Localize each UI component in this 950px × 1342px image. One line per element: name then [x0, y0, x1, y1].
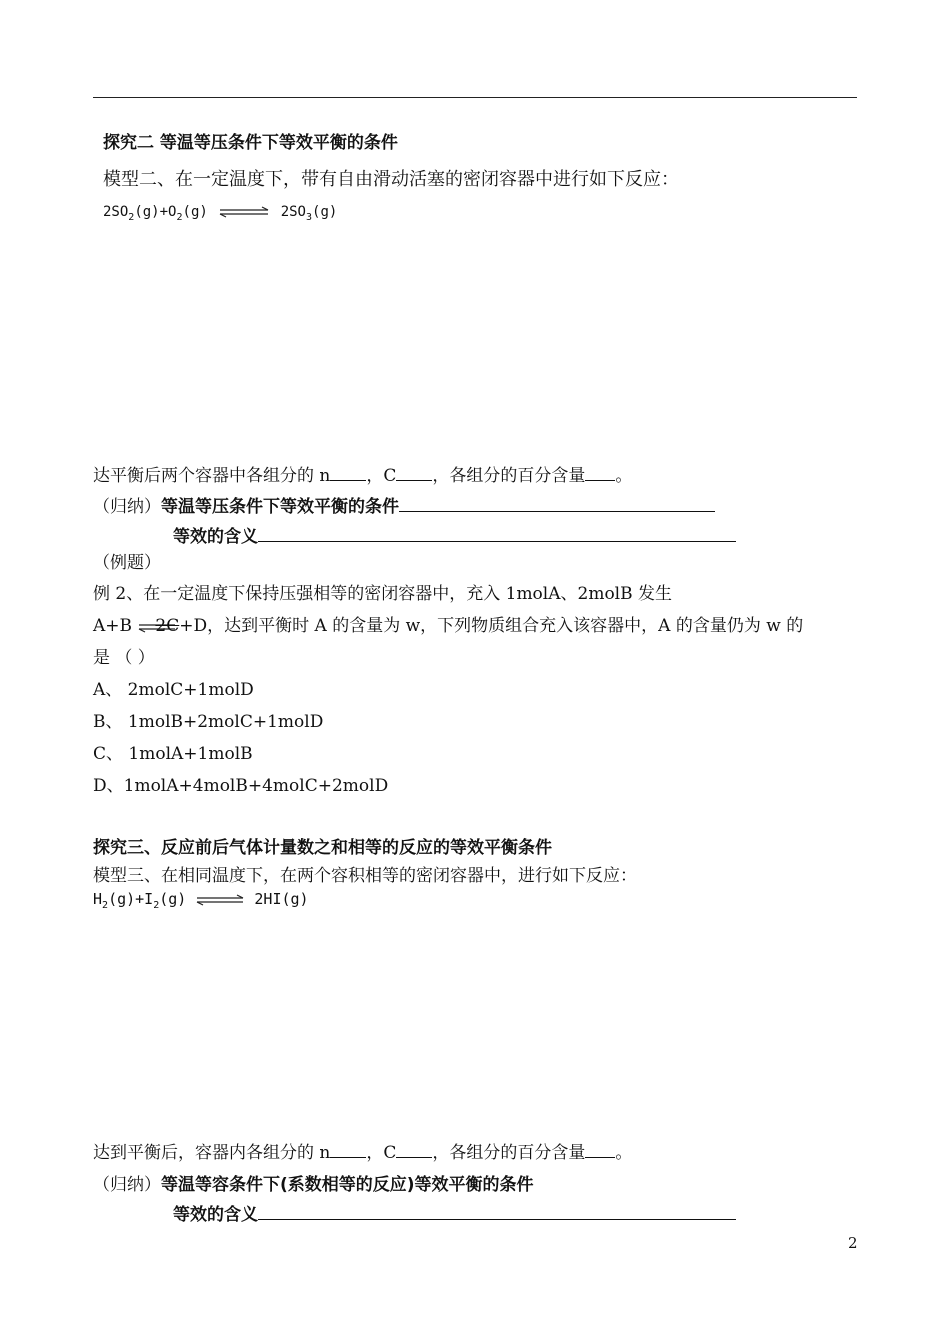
option-b[interactable]: B、 1molB+2molC+1molD [93, 712, 324, 732]
section3-meaning: 等效的含义 [173, 1200, 736, 1225]
section3-model: 模型三、在相同温度下，在两个容积相等的密闭容器中，进行如下反应： [93, 866, 637, 886]
blank-c[interactable] [396, 463, 432, 481]
blank-n[interactable] [330, 1140, 366, 1158]
blank-c[interactable] [396, 1140, 432, 1158]
example-line2: A+B 2C+D，达到平衡时 A 的含量为 w，下列物质组合充入该容器中，A 的含量仍为 w 的 [93, 616, 804, 636]
section3-equation: $H_2(g)+I_2(g)$ 2HI(g) [93, 890, 309, 911]
meaning-blank[interactable] [258, 1202, 736, 1220]
section2-equation: $2SO_2(g)+O_2(g)$ $2SO_3(g)$ [103, 204, 338, 223]
option-c[interactable]: C、 1molA+1molB [93, 744, 253, 764]
section2-meaning: 等效的含义 [173, 522, 736, 547]
example-line3: 是 （ ） [93, 648, 155, 668]
meaning-blank[interactable] [258, 524, 736, 542]
section3-result: 达到平衡后，容器内各组分的 n ，C ，各组分的百分含量 。 [93, 1138, 632, 1163]
option-a[interactable]: A、 2molC+1molD [93, 680, 254, 700]
example-heading: （例题） [93, 553, 161, 573]
section2-result: 达平衡后两个容器中各组分的 n ，C ，各组分的百分含量 。 [93, 461, 632, 486]
blank-percent[interactable] [585, 1140, 615, 1158]
section2-title: 探究二 等温等压条件下等效平衡的条件 [103, 133, 398, 153]
equilibrium-arrow-icon [195, 894, 245, 906]
blank-n[interactable] [330, 463, 366, 481]
option-d[interactable]: D、1molA+4molB+4molC+2molD [93, 776, 389, 796]
section2-summary: （归纳）等温等压条件下等效平衡的条件 [93, 492, 715, 517]
header-rule [93, 97, 857, 98]
blank-percent[interactable] [585, 463, 615, 481]
summary-condition-blank[interactable] [399, 494, 715, 512]
page-number: 2 [848, 1234, 858, 1252]
section2-model: 模型二、在一定温度下，带有自由滑动活塞的密闭容器中进行如下反应： [103, 169, 679, 190]
section3-summary: （归纳）等温等容条件下(系数相等的反应)等效平衡的条件 [93, 1175, 534, 1195]
example-line1: 例 2、在一定温度下保持压强相等的密闭容器中，充入 1molA、2molB 发生 [93, 584, 673, 604]
equilibrium-arrow-icon [216, 206, 272, 218]
section3-title: 探究三、反应前后气体计量数之和相等的反应的等效平衡条件 [93, 838, 552, 858]
